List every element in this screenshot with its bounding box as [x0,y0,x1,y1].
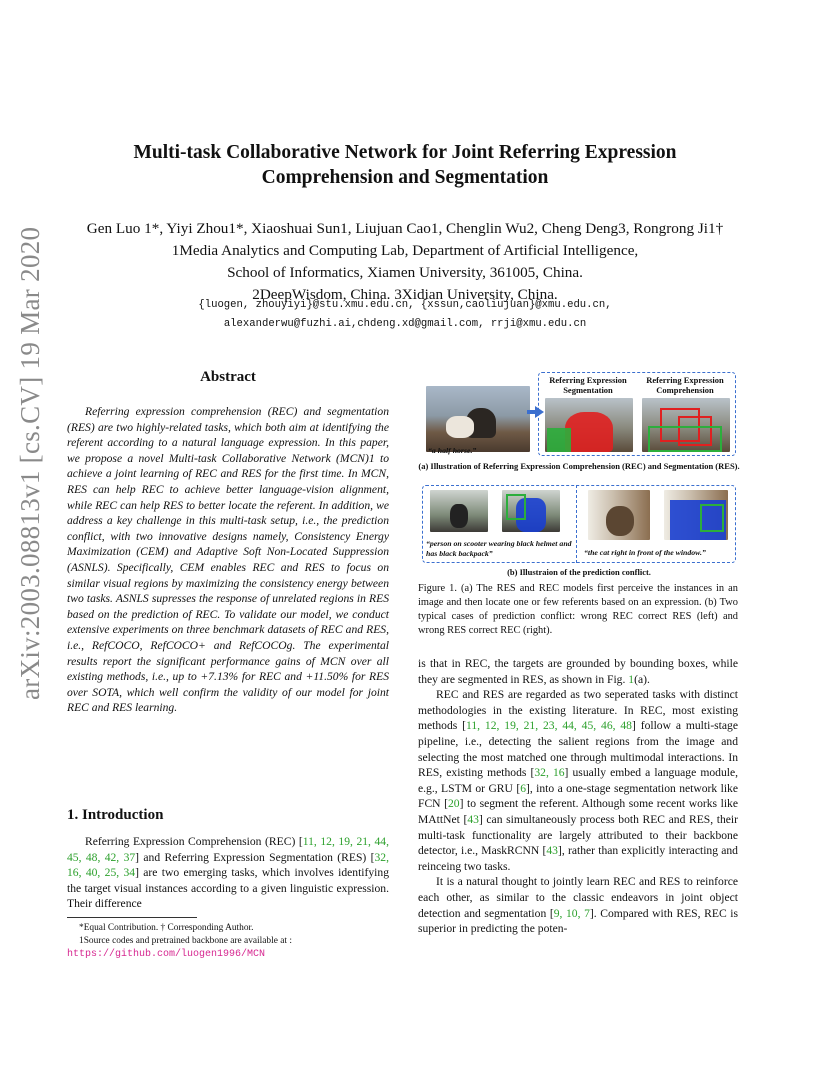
quote-b-left: “person on scooter wearing black helmet and has black backpack” [426,539,572,558]
text-span: ], rather than explicitly interacting and reinceing two tasks. [418,844,738,873]
footnote-2 [67,935,389,961]
paragraph-continued [418,656,738,687]
footnote-2-text: 1Source codes and pretrained backbone are available at : [79,936,292,946]
caption-b: (b) Illustraion of the prediction conflict. [507,567,651,577]
text-span: REC and RES are regarded as two seperated tasks with distinct methodologies in the existing literature. In REC, most existing methods [ [418,688,738,733]
affiliation-2: School of Informatics, Xiamen University, 361005, China. [227,264,583,281]
arxiv-side-label: arXiv:2003.08813v1 [cs.CV] 19 Mar 2020 [15,226,45,700]
label-rec: Referring Expression Comprehension [646,375,724,395]
email-block [60,296,750,334]
horse-photo [426,386,530,452]
footnotes [67,922,389,961]
citation-link[interactable]: 6 [520,781,526,795]
title-line-2: Comprehension and Segmentation [261,167,549,188]
quote-b-right: “the cat right in front of the window.” [584,548,706,557]
citation-link[interactable]: 32, 16, 40, 25, 34 [67,850,389,880]
rec-result-photo [642,398,730,452]
affiliation-1: 1Media Analytics and Computing Lab, Department of Artificial Intelligence, [171,242,639,259]
text-span: ] to segment the referent. Although some recent works like MAttNet [ [418,797,738,826]
quote-a: “a half horse.” [428,446,477,455]
intro-text-3: ] are two emerging tasks, which involves identifying the target visual instances according to a given linguistic expression. Their difference [67,866,389,911]
label-res: Referring Expression Segmentation [549,375,627,395]
scooter-photo-1 [430,490,488,532]
email-line-2: alexanderwu@fuzhi.ai,chdeng.xd@gmail.com, rrji@xmu.edu.cn [223,318,587,330]
scooter-photo-2 [502,490,560,532]
res-result-photo [545,398,633,452]
text-span: ] usually embed a language module, e.g., LSTM or GRU [ [418,766,739,795]
citation-link[interactable]: 20 [447,797,460,811]
paper-title [60,140,750,190]
text-span: ] follow a multi-stage pipeline, i.e., detecting the salient regions from the image and selecting the most matched one through multimodal interactions. In RES, existing methods [ [418,719,738,780]
source-code-link[interactable]: https://github.com/luogen1996/MCN [67,949,266,960]
cat-photo-2 [664,490,728,540]
text-span: (a). [634,672,650,686]
abstract-body: Referring expression comprehension (REC) and segmentation (RES) are two highly-related tasks, which both aim at identifying the referent according to a natural language expression. In this paper, we propose a novel Multi-task Collaborative Network (MCN)1 to achieve a joint learning of REC and RES for the first time. In MCN, RES can help REC to achieve better language-vision alignment, while REC can help RES to better locate the referent. In addition, we address a key challenge in this multi-task setup, i.e., the prediction conflict, with two innovative designs namely, Consistency Energy Maximization (CEM) and Adaptive Soft Non-Located Suppression (ASNLS). Specifically, CEM enables REC and RES to focus on similar visual regions by maximizing the consistency energy between two tasks. ASNLS supresses the response of unrelated regions in RES based on the prediction of REC. To validate our model, we conduct extensive experiments on three benchmark datasets of REC and RES, i.e., RefCOCO, RefCOCO+ and RefCOCOg. The experimental results report the significant performance gains of MCN over all existing methods, i.e., up to +7.13% for REC and +11.50% for RES over SOTA, which well confirm the validity of our model for joint REC and RES learning. [67,405,389,715]
cat-photo-1 [588,490,650,540]
intro-paragraph [67,834,389,912]
figure-ref-link[interactable]: 1 [628,672,635,686]
text-span: ] can simultaneously process both REC and RES, their multi-task functionality are largely attributed to their backbone detector, i.e., MaskRCNN [ [418,812,739,858]
abstract-heading: Abstract [200,369,256,385]
figure-1 [418,368,740,578]
citation-link[interactable]: 11, 12, 19, 21, 44, 45, 48, 42, 37 [67,835,389,864]
footnote-1: *Equal Contribution. † Corresponding Author. [79,923,254,933]
citation-link[interactable]: 32, 16 [534,766,565,780]
figure-caption: Figure 1. (a) The RES and REC models first perceive the instances in an image and then locate one or few referents based on an expression. (b) Two typical cases of prediction conflict: wrong REC correct RES (left) and wrong RES correct REC (right). [418,583,738,636]
title-line-1: Multi-task Collaborative Network for Joint Referring Expression [133,142,677,163]
intro-text-2: ] and Referring Expression Segmentation (RES) [ [135,850,375,864]
paragraph-joint-learning [418,874,738,936]
affiliation-3: 2DeepWisdom, China. 3Xidian University, China. [252,286,558,303]
text-span: ], into a one-stage segmentation network like FCN [ [418,781,738,811]
right-column-text [418,656,738,937]
caption-a: (a) Illustration of Referring Expression Comprehension (REC) and Segmentation (RES). [418,461,740,471]
footnote-divider [67,917,197,918]
citation-link[interactable]: 43 [546,844,558,858]
author-block [60,218,750,306]
citation-link[interactable]: 11, 12, 19, 21, 23, 44, 45, 46, 48 [466,719,632,733]
citation-link[interactable]: 9, 10, 7 [553,906,590,920]
author-list: Gen Luo 1*, Yiyi Zhou1*, Xiaoshuai Sun1, Liujuan Cao1, Chenglin Wu2, Cheng Deng3, Rongrong Ji1† [86,220,724,237]
citation-link[interactable]: 43 [467,812,479,826]
intro-text-1: Referring Expression Comprehension (REC) [ [85,835,303,848]
text-span: It is a natural thought to jointly learn REC and RES to reinforce each other, as similar to the classic endeavors in joint object detection and segmentation [ [418,875,738,920]
text-span: is that in REC, the targets are grounded by bounding boxes, while they are segmented in RES, as shown in Fig. [418,657,738,686]
intro-heading: 1. Introduction [67,807,164,823]
paragraph-rec-res [418,687,738,874]
email-line-1: {luogen, zhouyiyi}@stu.xmu.edu.cn, {xssun,caoliujuan}@xmu.edu.cn, [198,299,612,311]
text-span: ]. Compared with RES, REC is superior in predicting the poten- [418,906,739,936]
